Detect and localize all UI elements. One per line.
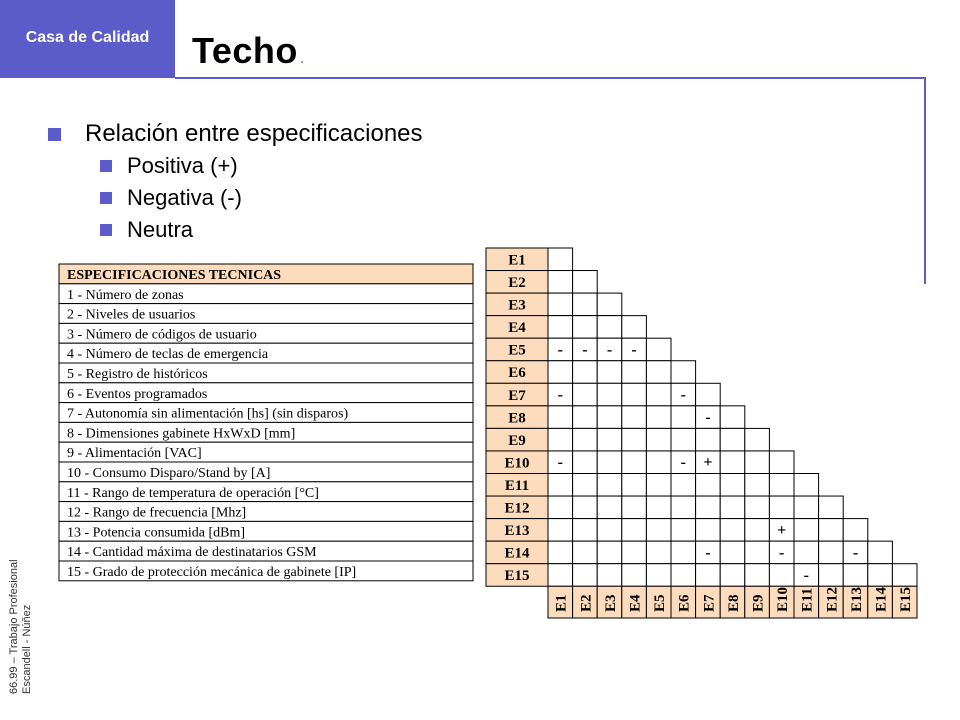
roof-cell (819, 541, 844, 564)
roof-cell (622, 428, 647, 451)
roof-relation-symbol: - (705, 409, 711, 427)
spec-row-text: 8 - Dimensiones gabinete HxWxD [mm] (67, 426, 296, 442)
roof-cell (671, 564, 696, 587)
roof-relation-symbol: + (777, 521, 787, 539)
roof-cell (548, 248, 573, 271)
roof-cell (646, 361, 671, 384)
roof-cell (696, 428, 721, 451)
roof-cell (745, 519, 770, 542)
roof-cell (622, 406, 647, 429)
roof-cell (671, 519, 696, 542)
roof-cell (548, 541, 573, 564)
roof-cell (548, 428, 573, 451)
roof-cell (819, 496, 844, 519)
roof-col-label: E13 (848, 586, 865, 612)
roof-cell (597, 541, 622, 564)
roof-cell (868, 541, 893, 564)
roof-col-label: E5 (652, 594, 669, 612)
roof-relation-symbol: + (703, 454, 713, 472)
spec-row-text: 1 - Número de zonas (67, 287, 184, 303)
roof-cell (696, 564, 721, 587)
roof-cell (573, 519, 598, 542)
roof-cell (548, 406, 573, 429)
roof-col-label: E11 (799, 587, 816, 612)
roof-cell (548, 361, 573, 384)
roof-cell (819, 519, 844, 542)
roof-row-label: E8 (508, 410, 526, 427)
roof-cell (548, 564, 573, 587)
spec-row-text: 14 - Cantidad máxima de destinatarios GSM (67, 545, 317, 561)
roof-cell (548, 293, 573, 316)
roof-relation-symbol: - (803, 566, 809, 584)
spec-row-text: 4 - Número de teclas de emergencia (67, 347, 269, 363)
roof-cell (597, 316, 622, 339)
roof-cell (548, 316, 573, 339)
spec-row-text: 13 - Potencia consumida [dBm] (67, 525, 246, 541)
roof-cell (671, 474, 696, 497)
roof-cell (646, 541, 671, 564)
roof-col-label: E15 (898, 586, 915, 612)
roof-cell (843, 564, 868, 587)
roof-cell (573, 451, 598, 474)
roof-row-label: E6 (508, 365, 526, 382)
roof-cell (745, 541, 770, 564)
roof-cell (720, 474, 745, 497)
roof-cell (671, 428, 696, 451)
roof-col-label: E3 (602, 594, 619, 612)
spec-header-text: ESPECIFICACIONES TECNICAS (67, 268, 282, 283)
roof-cell (597, 361, 622, 384)
roof-row-label: E4 (508, 320, 526, 337)
roof-row-label: E7 (508, 387, 526, 404)
roof-row-label: E10 (504, 455, 530, 472)
roof-col-label: E1 (553, 594, 570, 612)
roof-cell (597, 451, 622, 474)
roof-relation-symbol: - (852, 544, 859, 562)
roof-cell (843, 519, 868, 542)
roof-row-label: E2 (508, 275, 526, 292)
roof-cell (745, 564, 770, 587)
roof-cell (597, 428, 622, 451)
roof-cell (720, 541, 745, 564)
roof-cell (548, 271, 573, 294)
roof-cell (548, 496, 573, 519)
roof-cell (646, 451, 671, 474)
roof-cell (745, 496, 770, 519)
roof-cell (597, 564, 622, 587)
roof-cell (769, 496, 794, 519)
roof-cell (573, 271, 598, 294)
roof-relation-symbol: - (631, 341, 637, 359)
roof-cell (696, 496, 721, 519)
roof-cell (646, 564, 671, 587)
spec-row-text: 11 - Rango de temperatura de operación [°C] (67, 485, 319, 501)
footer-credits (8, 559, 34, 694)
bullet-main-text: Relación entre especificaciones (85, 120, 423, 147)
roof-cell (622, 474, 647, 497)
roof-cell (720, 564, 745, 587)
roof-cell (671, 406, 696, 429)
roof-cell (696, 519, 721, 542)
title-suffix: . (299, 50, 305, 67)
roof-cell (671, 496, 696, 519)
roof-cell (696, 383, 721, 406)
roof-cell (794, 496, 819, 519)
roof-row-label: E14 (504, 545, 530, 562)
roof-relation-symbol: - (680, 386, 686, 404)
spec-row-text: 10 - Consumo Disparo/Stand by [A] (67, 466, 271, 481)
roof-cell (573, 564, 598, 587)
roof-cell (622, 316, 647, 339)
roof-cell (573, 541, 598, 564)
roof-relation-symbol: - (606, 341, 613, 359)
roof-col-label: E12 (824, 586, 841, 612)
roof-cell (622, 564, 647, 587)
spec-row-text: 2 - Niveles de usuarios (67, 307, 196, 323)
roof-cell (548, 474, 573, 497)
roof-cell (696, 474, 721, 497)
roof-row-label: E9 (508, 432, 526, 449)
roof-cell (573, 406, 598, 429)
roof-cell (646, 406, 671, 429)
roof-cell (646, 338, 671, 361)
roof-row-label: E15 (504, 568, 530, 585)
roof-relation-symbol: - (779, 544, 785, 562)
roof-cell (573, 383, 598, 406)
roof-cell (622, 519, 647, 542)
roof-cell (671, 361, 696, 384)
roof-cell (622, 383, 647, 406)
roof-cell (646, 496, 671, 519)
roof-row-label: E5 (508, 342, 526, 359)
roof-cell (573, 316, 598, 339)
roof-cell (769, 451, 794, 474)
roof-cell (720, 428, 745, 451)
spec-row-text: 5 - Registro de históricos (67, 367, 208, 382)
roof-cell (622, 541, 647, 564)
footer-course: 66.99 – Trabajo Profesional (8, 559, 20, 694)
roof-relation-symbol: - (705, 544, 711, 562)
roof-cell (745, 428, 770, 451)
roof-cell (892, 564, 917, 587)
roof-col-label: E6 (676, 594, 693, 612)
roof-cell (573, 496, 598, 519)
roof-cell (622, 496, 647, 519)
roof-cell (745, 451, 770, 474)
spec-row-text: 7 - Autonomía sin alimentación [hs] (sin disparos) (67, 406, 349, 422)
roof-cell (671, 541, 696, 564)
roof-cell (597, 293, 622, 316)
roof-relation-symbol: - (557, 386, 563, 404)
roof-relation-symbol: - (680, 454, 686, 472)
spec-row-text: 15 - Grado de protección mecánica de gabinete [IP] (67, 565, 357, 580)
roof-cell (769, 564, 794, 587)
roof-relation-symbol: - (582, 341, 588, 359)
roof-row-label: E12 (504, 500, 530, 517)
roof-cell (646, 519, 671, 542)
roof-cell (720, 519, 745, 542)
roof-relation-symbol: - (557, 341, 563, 359)
spec-row-text: 9 - Alimentación [VAC] (67, 446, 202, 462)
roof-cell (573, 361, 598, 384)
bullet-sub-text: Positiva (+) (127, 153, 238, 178)
roof-cell (597, 383, 622, 406)
roof-cell (573, 474, 598, 497)
roof-row-label: E1 (508, 252, 526, 269)
roof-cell (646, 428, 671, 451)
roof-row-label: E11 (504, 477, 530, 494)
footer-authors: Escandell - Núñez (21, 604, 33, 694)
roof-cell (646, 474, 671, 497)
roof-col-label: E7 (701, 594, 718, 612)
roof-cell (819, 564, 844, 587)
section-label: Casa de Calidad (25, 29, 150, 46)
roof-cell (597, 496, 622, 519)
roof-col-label: E2 (578, 594, 595, 612)
roof-cell (622, 361, 647, 384)
roof-cell (868, 564, 893, 587)
roof-cell (794, 519, 819, 542)
roof-cell (573, 428, 598, 451)
roof-cell (622, 451, 647, 474)
roof-cell (597, 519, 622, 542)
title-text: Techo (192, 30, 298, 71)
roof-cell (548, 519, 573, 542)
bullet-sub-text: Neutra (127, 217, 194, 242)
roof-row-label: E3 (508, 297, 526, 314)
roof-cell (745, 474, 770, 497)
roof-col-label: E9 (750, 594, 767, 612)
roof-cell (720, 451, 745, 474)
roof-cell (597, 474, 622, 497)
roof-row-label: E13 (504, 523, 530, 540)
bullet-sub-text: Negativa (-) (127, 185, 242, 210)
roof-cell (720, 406, 745, 429)
roof-cell (597, 406, 622, 429)
roof-col-label: E14 (873, 586, 890, 612)
spec-row-text: 3 - Número de códigos de usuario (67, 327, 257, 343)
spec-row-text: 12 - Rango de frecuencia [Mhz] (67, 505, 247, 521)
roof-cell (794, 541, 819, 564)
roof-relation-symbol: - (557, 454, 563, 472)
roof-cell (646, 383, 671, 406)
roof-cell (720, 496, 745, 519)
roof-col-label: E8 (725, 594, 742, 612)
roof-cell (794, 474, 819, 497)
roof-cell (769, 474, 794, 497)
spec-row-text: 6 - Eventos programados (67, 386, 208, 402)
roof-col-label: E4 (627, 594, 644, 612)
roof-col-label: E10 (775, 586, 792, 612)
roof-cell (573, 293, 598, 316)
